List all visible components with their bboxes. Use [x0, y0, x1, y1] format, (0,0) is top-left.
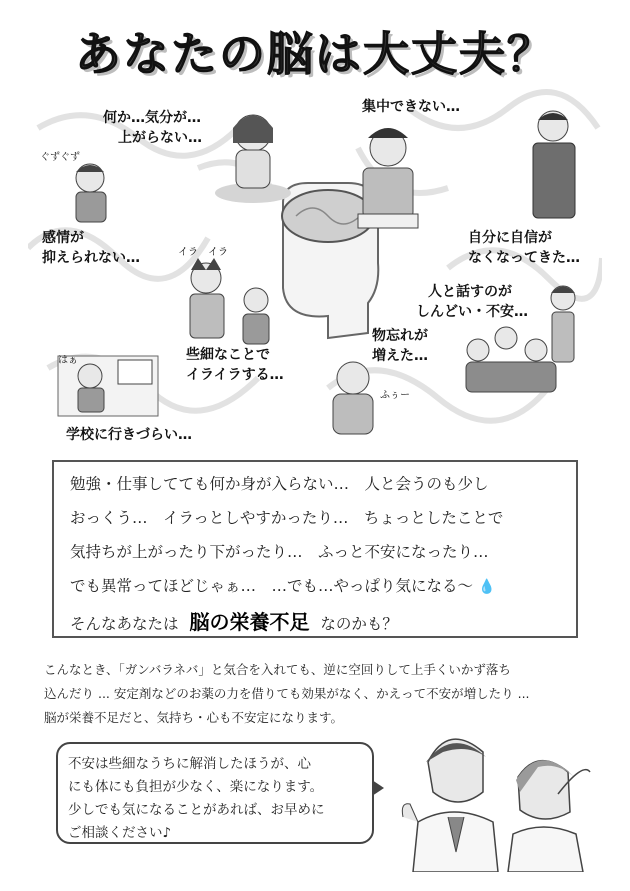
label-confidence-2: なくなってきた… [468, 250, 580, 266]
para-line-2: 込んだり ... 安定剤などのお薬の力を借りても効果がなく、かえって不安が増したり ... [44, 686, 530, 701]
bubble-line-2: にも体にも負担が少なく、楽になります。 [68, 779, 324, 795]
label-irritated-2: イライラする… [186, 367, 284, 383]
page-title: あなたの脳は大丈夫？ [75, 27, 555, 81]
box-line-4 [70, 574, 495, 596]
para-line-3: 脳が栄養不足だと、気持ち・心も不安定になります。 [44, 710, 344, 725]
label-irritated-1: 些細なことで [186, 347, 270, 363]
doctor-nurse-illustration [398, 722, 598, 872]
label-school: 学校に行きづらい… [66, 427, 192, 443]
bubble-line-1: 不安は些細なうちに解消したほうが、心 [68, 756, 311, 772]
label-concentration: 集中できない… [362, 99, 460, 115]
person-man-frustrated [358, 128, 418, 228]
person-elderly-forgetful [333, 362, 373, 434]
doctor-illustration [402, 739, 498, 872]
person-child-crying [76, 164, 106, 222]
nurse-illustration [508, 760, 590, 872]
box-line-4-text: でも異常ってほどじゃぁ… …でも…やっぱり気になる～ [70, 577, 474, 595]
label-talk-1: 人と話すのが [428, 284, 512, 300]
illustration-area [28, 88, 602, 448]
para-line-1: こんなとき、「ガンバラネバ」と気合を入れても、逆に空回りして上手くいかず落ち [44, 662, 511, 677]
speech-bubble-tail [372, 780, 384, 796]
label-mood-1: 何か…気分が… [103, 110, 201, 126]
person-woman-tired [215, 115, 291, 203]
conclusion-pre: そんなあなたは [70, 615, 179, 633]
box-line-1: 勉強・仕事してても何か身が入らない… 人と会うのも少し [70, 475, 489, 493]
symptom-box [52, 460, 578, 638]
conclusion-emphasis: 脳の栄養不足 [189, 610, 310, 634]
label-emotion-1: 感情が [42, 230, 84, 246]
person-irritated-pair [190, 258, 269, 344]
box-line-2: おっくう… イラっとしやすかったり… ちょっとしたことで [70, 509, 504, 527]
label-talk-2: しんどい・不安… [416, 304, 528, 320]
sweat-drops-icon: 💧 [477, 579, 496, 595]
label-haa: はぁ [58, 355, 78, 366]
label-fuu: ふぅー [380, 390, 410, 401]
label-forget-2: 増えた… [372, 348, 428, 364]
label-mood-2: 上がらない… [118, 130, 202, 146]
label-confidence-1: 自分に自信が [468, 230, 552, 246]
label-emotion-2: 抑えられない… [42, 250, 140, 266]
label-forget-1: 物忘れが [372, 328, 428, 344]
person-businessman-unconfident [533, 111, 575, 218]
label-ira: イラ イラ [178, 247, 228, 258]
bubble-line-3: 少しでも気になることがあれば、お早めに [68, 802, 325, 818]
speech-bubble [56, 742, 374, 844]
box-line-3: 気持ちが上がったり下がったり… ふっと不安になったり… [70, 543, 489, 561]
bubble-line-4: ご相談ください♪ [68, 825, 172, 841]
box-line-conclusion [70, 606, 398, 635]
conclusion-post: なのかも？ [320, 615, 398, 633]
label-guzuguzu: ぐずぐず [40, 152, 80, 163]
